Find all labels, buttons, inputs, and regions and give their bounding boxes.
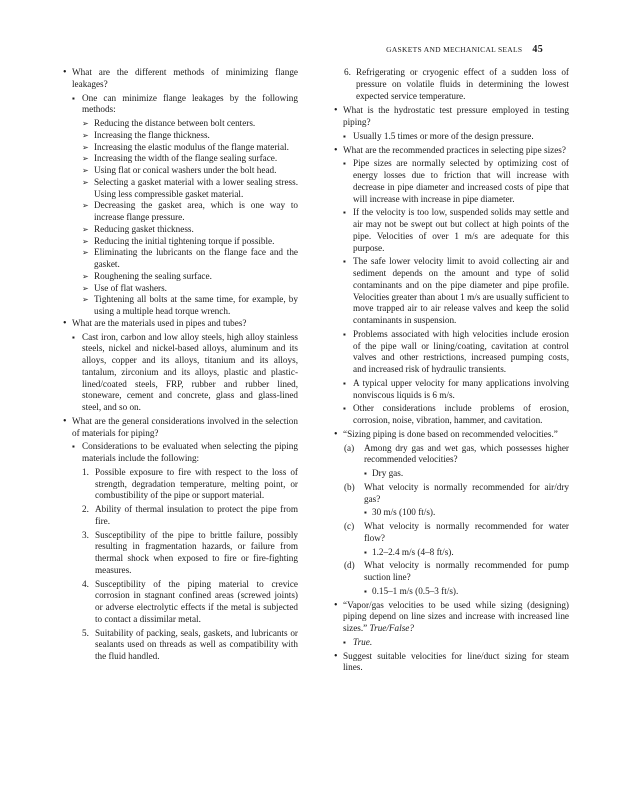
running-header <box>386 44 543 55</box>
method-item: ➢ Selecting a gasket material with a lower sealing stress. Using less compressible gasket material. <box>63 177 298 201</box>
sub-question-text: What velocity is normally recommended for water flow? <box>364 521 569 543</box>
question-hydrostatic-test: • What is the hydrostatic test pressure employed in testing piping? <box>334 105 569 129</box>
method-item: ➢ Reducing the initial tightening torque if possible. <box>63 236 298 248</box>
method-item: ➢ Reducing gasket thickness. <box>63 224 298 236</box>
question-flange-leakage: • What are the different methods of minimizing flange leakages? <box>63 67 298 91</box>
item-text: Possible exposure to fire with respect to the loss of strength, degradation temperature, melting point, or combustibility of the pipe or support material. <box>95 466 298 501</box>
method-item: ➢ Tightening all bolts at the same time, for example, by using a multiple head torque wrench. <box>63 294 298 318</box>
item-text: Refrigerating or cryogenic effect of a sudden loss of pressure on volatile fluids in determining the lowest expected service temperature. <box>356 67 569 101</box>
sub-answer: ▪ 0.15–1 m/s (0.5–3 ft/s). <box>334 586 569 598</box>
sub-question-text: What velocity is normally recommended for pump suction line? <box>364 560 569 582</box>
page-number: 45 <box>532 44 543 55</box>
practice-item: ▪ If the velocity is too low, suspended solids may settle and air may not be swept out but collect at high points of the pipe. Velocities of over 1 m/s are adequate for this purpose. <box>334 207 569 254</box>
method-item: ➢ Use of flat washers. <box>63 283 298 295</box>
sub-question <box>334 560 569 584</box>
consideration-item <box>63 530 298 577</box>
question-pipe-sizes: • What are the recommended practices in selecting pipe sizes? <box>334 145 569 157</box>
question-pipe-materials: • What are the materials used in pipes and tubes? <box>63 318 298 330</box>
sub-question <box>334 521 569 545</box>
answer-material-selection: ▪ Considerations to be evaluated when selecting the piping materials include the following: <box>63 441 298 465</box>
item-number: 6. <box>344 67 351 77</box>
sub-question-text: What velocity is normally recommended for air/dry gas? <box>364 481 569 504</box>
sub-question-label: (b) <box>344 481 355 492</box>
consideration-item <box>63 467 298 502</box>
item-number: 4. <box>82 578 89 589</box>
answer-vapor-gas-velocities: ▪ True. <box>334 637 569 649</box>
practice-item: ▪ Problems associated with high velocities include erosion of the pipe wall or lining/coating, cavitation at control valves and other restrictions, increased pumping costs, and increased risk of hydraulic transients. <box>334 329 569 376</box>
method-item: ➢ Roughening the sealing surface. <box>63 271 298 283</box>
true-false-prompt: True/False? <box>369 623 414 633</box>
answer-flange-leakage: ▪ One can minimize flange leakages by the following methods: <box>63 93 298 117</box>
method-item: ➢ Reducing the distance between bolt centers. <box>63 118 298 130</box>
method-item: ➢ Eliminating the lubricants on the flange face and the gasket. <box>63 247 298 271</box>
method-item: ➢ Increasing the width of the flange sealing surface. <box>63 153 298 165</box>
consideration-item <box>63 628 298 663</box>
sub-question-label: (c) <box>344 521 355 531</box>
consideration-item <box>63 579 298 626</box>
consideration-item-continued <box>334 67 569 102</box>
answer-pipe-materials: ▪ Cast iron, carbon and low alloy steels, high alloy stainless steels, nickel and nickel-based alloys, aluminum and its alloys, copper and its alloys, titanium and its alloys, tantalum, zirconium and its alloys, plastic and plastic-lined/coated steels, FRP, rubber and rubber lined, stoneware, cement and concrete, glass and glass-lined steel, and so on. <box>63 332 298 414</box>
method-item: ➢ Using flat or conical washers under the bolt head. <box>63 165 298 177</box>
item-text: Susceptibility of the piping material to crevice corrosion in stagnant confined areas (screwed joints) or adverse electrolytic effects if the metal is subjected to contact a dissimilar metal. <box>95 578 298 624</box>
sub-answer: ▪ 30 m/s (100 ft/s). <box>334 507 569 519</box>
item-number: 3. <box>82 529 89 540</box>
practice-item: ▪ Other considerations include problems of erosion, corrosion, noise, vibration, hammer, and cavitation. <box>334 403 569 427</box>
item-text: Ability of thermal insulation to protect the pipe from fire. <box>95 504 298 526</box>
practice-item: ▪ A typical upper velocity for many applications involving nonviscous liquids is 6 m/s. <box>334 378 569 402</box>
sub-question <box>334 443 569 467</box>
question-material-selection: • What are the general considerations involved in the selection of materials for piping? <box>63 416 298 440</box>
method-item: ➢ Decreasing the gasket area, which is one way to increase flange pressure. <box>63 200 298 224</box>
sub-question-label: (a) <box>344 442 355 453</box>
method-item: ➢ Increasing the flange thickness. <box>63 130 298 142</box>
question-vapor-gas-velocities <box>334 600 569 635</box>
sub-question <box>334 482 569 506</box>
item-number: 5. <box>82 627 89 638</box>
item-number: 1. <box>82 466 89 477</box>
item-text: Susceptibility of the pipe to brittle failure, possibly resulting in fragmentation hazards, or failure from thermal shock when exposed to fire or fire-fighting measures. <box>95 529 298 575</box>
question-text: “Vapor/gas velocities to be used while sizing (designing) piping depend on line sizes and increase with increased line sizes.” <box>343 599 569 633</box>
consideration-item <box>63 504 298 528</box>
right-column <box>334 67 569 676</box>
chapter-title: GASKETS AND MECHANICAL SEALS <box>386 45 523 54</box>
item-text: Suitability of packing, seals, gaskets, and lubricants or sealants used on threads as well as compatibility with the fluid handled. <box>95 627 298 661</box>
sub-answer: ▪ 1.2–2.4 m/s (4–8 ft/s). <box>334 547 569 559</box>
item-number: 2. <box>82 504 89 514</box>
answer-hydrostatic-test: ▪ Usually 1.5 times or more of the design pressure. <box>334 131 569 143</box>
sub-question-text: Among dry gas and wet gas, which possesses higher recommended velocities? <box>364 442 569 465</box>
sub-answer: ▪ Dry gas. <box>334 468 569 480</box>
practice-item: ▪ The safe lower velocity limit to avoid collecting air and sediment depends on the amount and type of solid contaminants and on the pipe diameter and pipe profile. Velocities greater than about 1 m/s are usually sufficient to move trapped air to air release valves and keep the solid contaminants in suspension. <box>334 256 569 327</box>
question-steam-lines: • Suggest suitable velocities for line/duct sizing for steam lines. <box>334 651 569 675</box>
question-sizing-velocities: • “Sizing piping is done based on recommended velocities.” <box>334 429 569 441</box>
method-item: ➢ Increasing the elastic modulus of the flange material. <box>63 142 298 154</box>
sub-question-label: (d) <box>344 560 355 571</box>
left-column <box>63 67 298 665</box>
practice-item: ▪ Pipe sizes are normally selected by optimizing cost of energy losses due to friction that will increase with decrease in pipe diameter and increased costs of pipe that will increase with increase in pipe diameter. <box>334 158 569 205</box>
